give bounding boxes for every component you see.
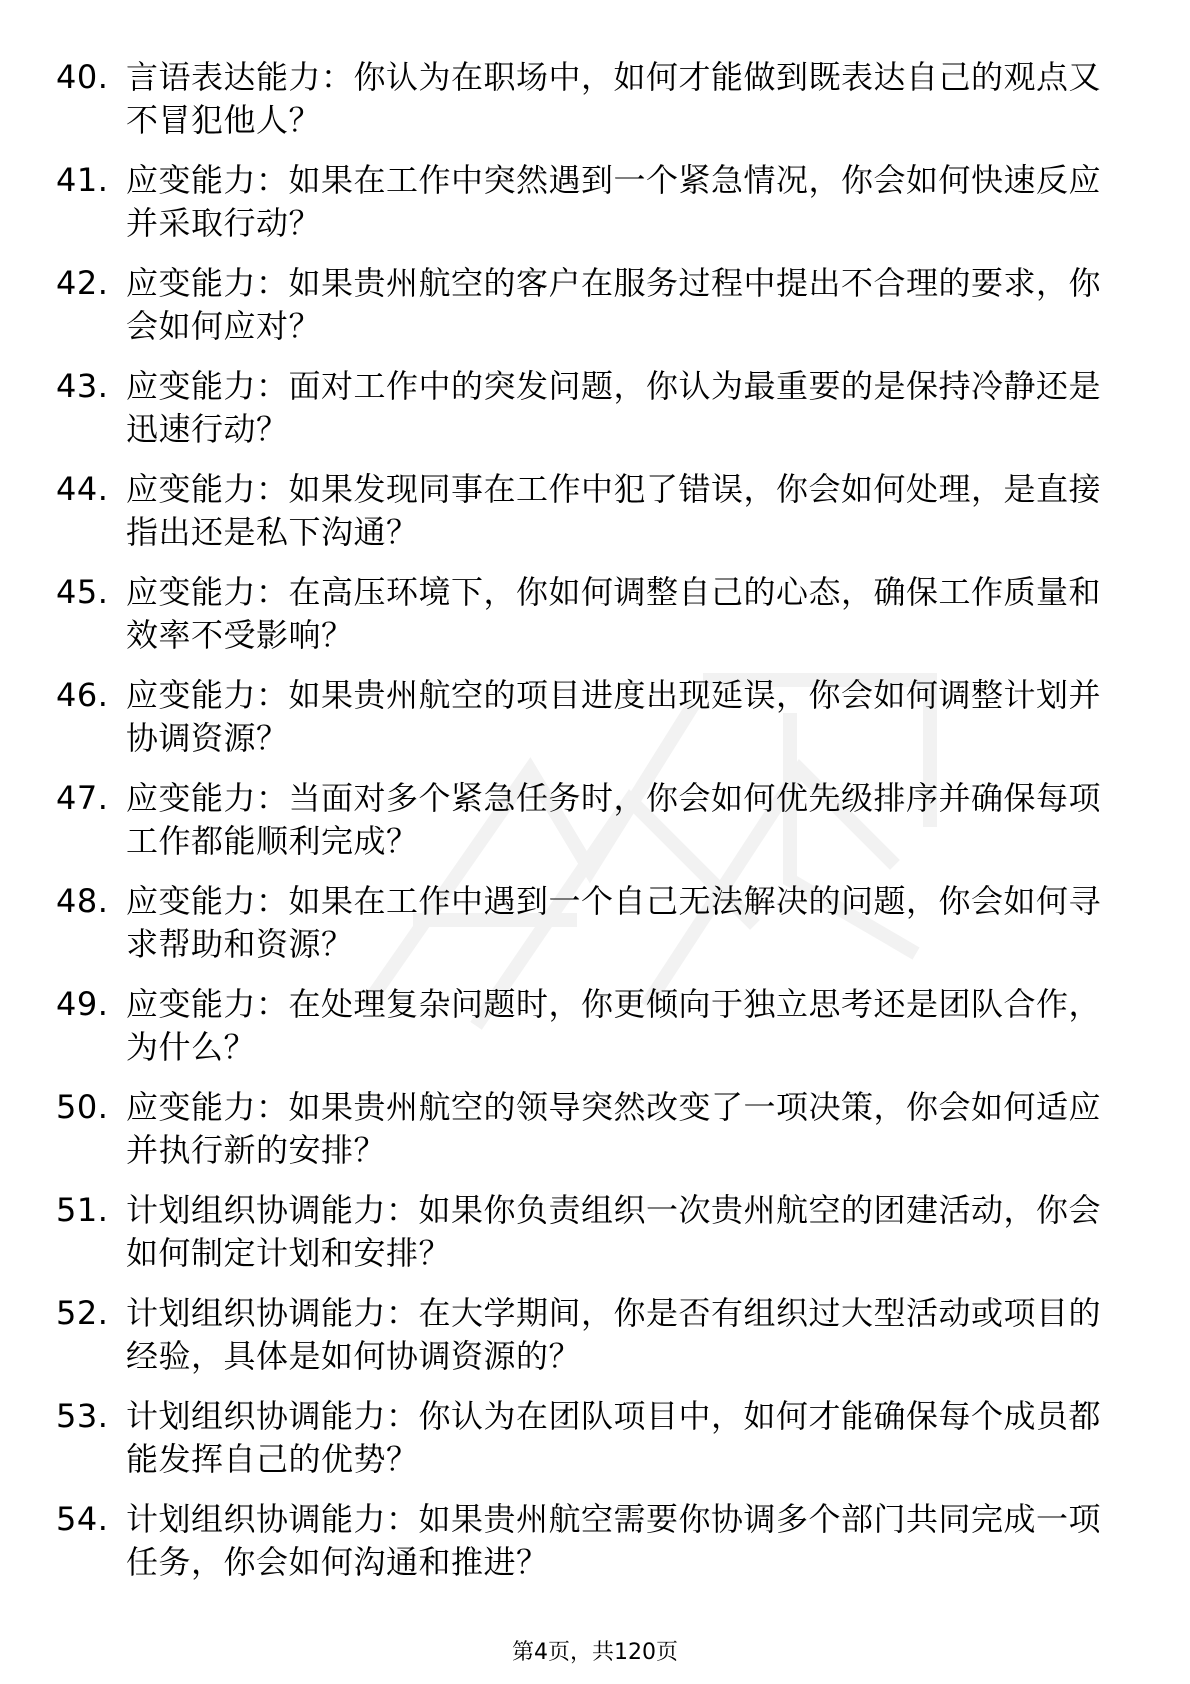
question-text: 应变能力：如果贵州航空的客户在服务过程中提出不合理的要求，你会如何应对？	[126, 264, 1102, 345]
question-text: 计划组织协调能力：如果贵州航空需要你协调多个部门共同完成一项任务，你会如何沟通和推进？	[126, 1500, 1102, 1581]
question-item	[56, 159, 1116, 262]
question-item	[56, 1189, 1116, 1292]
question-item	[56, 1395, 1116, 1498]
question-item	[56, 1498, 1116, 1601]
question-text: 应变能力：当面对多个紧急任务时，你会如何优先级排序并确保每项工作都能顺利完成？	[126, 779, 1102, 860]
question-item	[56, 365, 1116, 468]
question-item	[56, 983, 1116, 1086]
question-text: 应变能力：如果发现同事在工作中犯了错误，你会如何处理，是直接指出还是私下沟通？	[126, 470, 1102, 551]
question-text: 应变能力：如果贵州航空的项目进度出现延误，你会如何调整计划并协调资源？	[126, 676, 1102, 757]
question-text: 应变能力：如果在工作中遇到一个自己无法解决的问题，你会如何寻求帮助和资源？	[126, 882, 1102, 963]
question-number: 42.	[56, 264, 109, 302]
question-number: 49.	[56, 985, 109, 1023]
question-number: 53.	[56, 1397, 109, 1435]
question-number: 40.	[56, 58, 109, 96]
question-item	[56, 262, 1116, 365]
question-number: 43.	[56, 367, 109, 405]
question-item	[56, 571, 1116, 674]
question-item	[56, 1086, 1116, 1189]
question-text: 计划组织协调能力：如果你负责组织一次贵州航空的团建活动，你会如何制定计划和安排？	[126, 1191, 1102, 1272]
question-number: 52.	[56, 1294, 109, 1332]
question-number: 44.	[56, 470, 109, 508]
question-text: 应变能力：在处理复杂问题时，你更倾向于独立思考还是团队合作，为什么？	[126, 985, 1102, 1066]
question-number: 41.	[56, 161, 109, 199]
question-text: 应变能力：在高压环境下，你如何调整自己的心态，确保工作质量和效率不受影响？	[126, 573, 1102, 654]
question-item	[56, 56, 1116, 159]
question-number: 47.	[56, 779, 109, 817]
question-number: 50.	[56, 1088, 109, 1126]
question-text: 言语表达能力：你认为在职场中，如何才能做到既表达自己的观点又不冒犯他人？	[126, 58, 1102, 139]
question-list	[56, 56, 1116, 1601]
question-text: 计划组织协调能力：在大学期间，你是否有组织过大型活动或项目的经验，具体是如何协调资源的？	[126, 1294, 1102, 1375]
page-number-label: 第4页，共120页	[512, 1640, 678, 1665]
question-item	[56, 674, 1116, 777]
question-number: 46.	[56, 676, 109, 714]
question-text: 应变能力：面对工作中的突发问题，你认为最重要的是保持冷静还是迅速行动？	[126, 367, 1102, 448]
question-text: 应变能力：如果在工作中突然遇到一个紧急情况，你会如何快速反应并采取行动？	[126, 161, 1102, 242]
question-number: 45.	[56, 573, 109, 611]
question-number: 48.	[56, 882, 109, 920]
question-item	[56, 1292, 1116, 1395]
question-number: 54.	[56, 1500, 109, 1538]
question-text: 计划组织协调能力：你认为在团队项目中，如何才能确保每个成员都能发挥自己的优势？	[126, 1397, 1102, 1478]
question-item	[56, 880, 1116, 983]
question-item	[56, 777, 1116, 880]
page-footer	[0, 1638, 1190, 1668]
question-number: 51.	[56, 1191, 109, 1229]
question-text: 应变能力：如果贵州航空的领导突然改变了一项决策，你会如何适应并执行新的安排？	[126, 1088, 1102, 1169]
question-item	[56, 468, 1116, 571]
